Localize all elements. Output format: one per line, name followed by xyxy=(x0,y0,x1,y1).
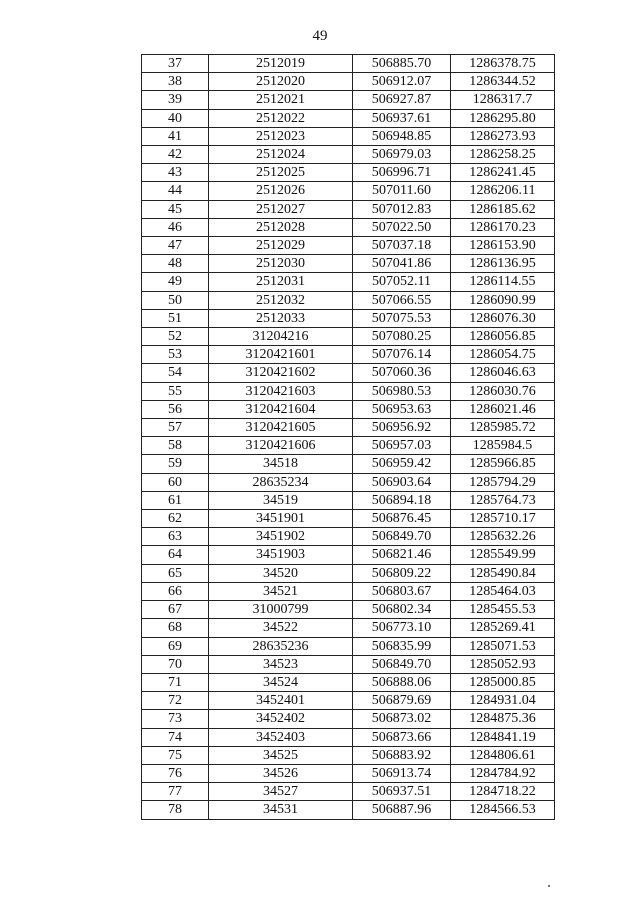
x-coordinate-cell: 507075.53 xyxy=(353,309,451,327)
point-id-cell: 2512028 xyxy=(209,218,353,236)
x-coordinate-cell: 506835.99 xyxy=(353,637,451,655)
x-coordinate-cell: 507080.25 xyxy=(353,328,451,346)
row-index-cell: 63 xyxy=(142,528,209,546)
y-coordinate-cell: 1284931.04 xyxy=(451,692,555,710)
point-id-cell: 2512023 xyxy=(209,127,353,145)
point-id-cell: 2512019 xyxy=(209,55,353,73)
x-coordinate-cell: 506937.61 xyxy=(353,109,451,127)
row-index-cell: 56 xyxy=(142,400,209,418)
y-coordinate-cell: 1285985.72 xyxy=(451,419,555,437)
table-row xyxy=(142,273,555,291)
row-index-cell: 55 xyxy=(142,382,209,400)
x-coordinate-cell: 506912.07 xyxy=(353,73,451,91)
row-index-cell: 49 xyxy=(142,273,209,291)
x-coordinate-cell: 506996.71 xyxy=(353,164,451,182)
row-index-cell: 41 xyxy=(142,127,209,145)
table-body xyxy=(142,55,555,820)
y-coordinate-cell: 1286295.80 xyxy=(451,109,555,127)
point-id-cell: 34524 xyxy=(209,673,353,691)
row-index-cell: 38 xyxy=(142,73,209,91)
point-id-cell: 34525 xyxy=(209,746,353,764)
x-coordinate-cell: 506903.64 xyxy=(353,473,451,491)
y-coordinate-cell: 1286090.99 xyxy=(451,291,555,309)
row-index-cell: 71 xyxy=(142,673,209,691)
table-row xyxy=(142,164,555,182)
y-coordinate-cell: 1286170.23 xyxy=(451,218,555,236)
table-row xyxy=(142,710,555,728)
table-row xyxy=(142,109,555,127)
point-id-cell: 3451902 xyxy=(209,528,353,546)
x-coordinate-cell: 506959.42 xyxy=(353,455,451,473)
table-row xyxy=(142,127,555,145)
table-row xyxy=(142,91,555,109)
x-coordinate-cell: 506879.69 xyxy=(353,692,451,710)
x-coordinate-cell: 506773.10 xyxy=(353,619,451,637)
point-id-cell: 34527 xyxy=(209,783,353,801)
y-coordinate-cell: 1286258.25 xyxy=(451,146,555,164)
table-row xyxy=(142,382,555,400)
x-coordinate-cell: 507041.86 xyxy=(353,255,451,273)
x-coordinate-cell: 506809.22 xyxy=(353,564,451,582)
point-id-cell: 2512024 xyxy=(209,146,353,164)
y-coordinate-cell: 1286317.7 xyxy=(451,91,555,109)
row-index-cell: 70 xyxy=(142,655,209,673)
table-row xyxy=(142,400,555,418)
table-row xyxy=(142,364,555,382)
table-row xyxy=(142,801,555,819)
point-id-cell: 34526 xyxy=(209,764,353,782)
x-coordinate-cell: 506873.66 xyxy=(353,728,451,746)
point-id-cell: 3452402 xyxy=(209,710,353,728)
row-index-cell: 67 xyxy=(142,601,209,619)
x-coordinate-cell: 506849.70 xyxy=(353,528,451,546)
point-id-cell: 3120421603 xyxy=(209,382,353,400)
y-coordinate-cell: 1285764.73 xyxy=(451,491,555,509)
row-index-cell: 69 xyxy=(142,637,209,655)
y-coordinate-cell: 1285490.84 xyxy=(451,564,555,582)
y-coordinate-cell: 1285000.85 xyxy=(451,673,555,691)
row-index-cell: 65 xyxy=(142,564,209,582)
table-row xyxy=(142,73,555,91)
point-id-cell: 2512021 xyxy=(209,91,353,109)
x-coordinate-cell: 506927.87 xyxy=(353,91,451,109)
row-index-cell: 52 xyxy=(142,328,209,346)
table-row xyxy=(142,746,555,764)
x-coordinate-cell: 506888.06 xyxy=(353,673,451,691)
table-row xyxy=(142,237,555,255)
table-row xyxy=(142,728,555,746)
row-index-cell: 78 xyxy=(142,801,209,819)
table-row xyxy=(142,783,555,801)
table-row xyxy=(142,528,555,546)
row-index-cell: 37 xyxy=(142,55,209,73)
point-id-cell: 34521 xyxy=(209,582,353,600)
point-id-cell: 3451903 xyxy=(209,546,353,564)
x-coordinate-cell: 506885.70 xyxy=(353,55,451,73)
table-row xyxy=(142,764,555,782)
table-row xyxy=(142,218,555,236)
y-coordinate-cell: 1285710.17 xyxy=(451,510,555,528)
x-coordinate-cell: 506956.92 xyxy=(353,419,451,437)
table-row xyxy=(142,619,555,637)
x-coordinate-cell: 506802.34 xyxy=(353,601,451,619)
table-row xyxy=(142,692,555,710)
table-row xyxy=(142,546,555,564)
point-id-cell: 34522 xyxy=(209,619,353,637)
row-index-cell: 72 xyxy=(142,692,209,710)
table-row xyxy=(142,437,555,455)
row-index-cell: 50 xyxy=(142,291,209,309)
row-index-cell: 48 xyxy=(142,255,209,273)
point-id-cell: 34519 xyxy=(209,491,353,509)
point-id-cell: 34518 xyxy=(209,455,353,473)
page-number: 49 xyxy=(312,28,328,44)
y-coordinate-cell: 1285794.29 xyxy=(451,473,555,491)
table-row xyxy=(142,673,555,691)
table-row xyxy=(142,601,555,619)
table-row xyxy=(142,55,555,73)
y-coordinate-cell: 1285455.53 xyxy=(451,601,555,619)
table-row xyxy=(142,455,555,473)
point-id-cell: 3120421601 xyxy=(209,346,353,364)
x-coordinate-cell: 506937.51 xyxy=(353,783,451,801)
x-coordinate-cell: 507076.14 xyxy=(353,346,451,364)
x-coordinate-cell: 507037.18 xyxy=(353,237,451,255)
point-id-cell: 34523 xyxy=(209,655,353,673)
point-id-cell: 2512022 xyxy=(209,109,353,127)
x-coordinate-cell: 507060.36 xyxy=(353,364,451,382)
row-index-cell: 60 xyxy=(142,473,209,491)
x-coordinate-cell: 506948.85 xyxy=(353,127,451,145)
table-row xyxy=(142,582,555,600)
point-id-cell: 2512032 xyxy=(209,291,353,309)
y-coordinate-cell: 1284875.36 xyxy=(451,710,555,728)
point-id-cell: 2512026 xyxy=(209,182,353,200)
x-coordinate-cell: 506979.03 xyxy=(353,146,451,164)
table-row xyxy=(142,637,555,655)
row-index-cell: 45 xyxy=(142,200,209,218)
y-coordinate-cell: 1286114.55 xyxy=(451,273,555,291)
point-id-cell: 2512030 xyxy=(209,255,353,273)
table-row xyxy=(142,564,555,582)
coordinates-table xyxy=(141,54,555,820)
point-id-cell: 28635234 xyxy=(209,473,353,491)
point-id-cell: 31204216 xyxy=(209,328,353,346)
y-coordinate-cell: 1286021.46 xyxy=(451,400,555,418)
table-row xyxy=(142,346,555,364)
y-coordinate-cell: 1284566.53 xyxy=(451,801,555,819)
point-id-cell: 3120421605 xyxy=(209,419,353,437)
point-id-cell: 2512031 xyxy=(209,273,353,291)
x-coordinate-cell: 507011.60 xyxy=(353,182,451,200)
row-index-cell: 76 xyxy=(142,764,209,782)
y-coordinate-cell: 1284806.61 xyxy=(451,746,555,764)
point-id-cell: 31000799 xyxy=(209,601,353,619)
x-coordinate-cell: 506803.67 xyxy=(353,582,451,600)
y-coordinate-cell: 1285071.53 xyxy=(451,637,555,655)
row-index-cell: 75 xyxy=(142,746,209,764)
x-coordinate-cell: 506876.45 xyxy=(353,510,451,528)
row-index-cell: 66 xyxy=(142,582,209,600)
row-index-cell: 64 xyxy=(142,546,209,564)
y-coordinate-cell: 1286344.52 xyxy=(451,73,555,91)
y-coordinate-cell: 1285549.99 xyxy=(451,546,555,564)
y-coordinate-cell: 1284784.92 xyxy=(451,764,555,782)
point-id-cell: 2512027 xyxy=(209,200,353,218)
table-row xyxy=(142,309,555,327)
table-row xyxy=(142,291,555,309)
row-index-cell: 62 xyxy=(142,510,209,528)
x-coordinate-cell: 506873.02 xyxy=(353,710,451,728)
table-row xyxy=(142,419,555,437)
point-id-cell: 3452401 xyxy=(209,692,353,710)
y-coordinate-cell: 1286153.90 xyxy=(451,237,555,255)
y-coordinate-cell: 1286056.85 xyxy=(451,328,555,346)
x-coordinate-cell: 507052.11 xyxy=(353,273,451,291)
y-coordinate-cell: 1286206.11 xyxy=(451,182,555,200)
x-coordinate-cell: 506894.18 xyxy=(353,491,451,509)
point-id-cell: 34520 xyxy=(209,564,353,582)
point-id-cell: 34531 xyxy=(209,801,353,819)
y-coordinate-cell: 1286076.30 xyxy=(451,309,555,327)
point-id-cell: 2512025 xyxy=(209,164,353,182)
row-index-cell: 54 xyxy=(142,364,209,382)
y-coordinate-cell: 1286185.62 xyxy=(451,200,555,218)
y-coordinate-cell: 1286046.63 xyxy=(451,364,555,382)
y-coordinate-cell: 1286136.95 xyxy=(451,255,555,273)
y-coordinate-cell: 1286030.76 xyxy=(451,382,555,400)
row-index-cell: 51 xyxy=(142,309,209,327)
row-index-cell: 53 xyxy=(142,346,209,364)
row-index-cell: 59 xyxy=(142,455,209,473)
point-id-cell: 3451901 xyxy=(209,510,353,528)
table-row xyxy=(142,655,555,673)
y-coordinate-cell: 1285966.85 xyxy=(451,455,555,473)
y-coordinate-cell: 1284718.22 xyxy=(451,783,555,801)
row-index-cell: 40 xyxy=(142,109,209,127)
x-coordinate-cell: 506849.70 xyxy=(353,655,451,673)
y-coordinate-cell: 1285632.26 xyxy=(451,528,555,546)
x-coordinate-cell: 507012.83 xyxy=(353,200,451,218)
y-coordinate-cell: 1286378.75 xyxy=(451,55,555,73)
x-coordinate-cell: 507022.50 xyxy=(353,218,451,236)
y-coordinate-cell: 1284841.19 xyxy=(451,728,555,746)
row-index-cell: 73 xyxy=(142,710,209,728)
row-index-cell: 58 xyxy=(142,437,209,455)
table-row xyxy=(142,182,555,200)
y-coordinate-cell: 1286241.45 xyxy=(451,164,555,182)
row-index-cell: 42 xyxy=(142,146,209,164)
x-coordinate-cell: 506821.46 xyxy=(353,546,451,564)
y-coordinate-cell: 1286054.75 xyxy=(451,346,555,364)
row-index-cell: 43 xyxy=(142,164,209,182)
row-index-cell: 57 xyxy=(142,419,209,437)
x-coordinate-cell: 506887.96 xyxy=(353,801,451,819)
row-index-cell: 74 xyxy=(142,728,209,746)
table-row xyxy=(142,146,555,164)
x-coordinate-cell: 506883.92 xyxy=(353,746,451,764)
point-id-cell: 2512029 xyxy=(209,237,353,255)
point-id-cell: 2512033 xyxy=(209,309,353,327)
point-id-cell: 2512020 xyxy=(209,73,353,91)
point-id-cell: 3452403 xyxy=(209,728,353,746)
y-coordinate-cell: 1285269.41 xyxy=(451,619,555,637)
scan-speck xyxy=(548,885,550,887)
row-index-cell: 39 xyxy=(142,91,209,109)
table-row xyxy=(142,510,555,528)
row-index-cell: 77 xyxy=(142,783,209,801)
row-index-cell: 47 xyxy=(142,237,209,255)
table-row xyxy=(142,200,555,218)
point-id-cell: 3120421606 xyxy=(209,437,353,455)
point-id-cell: 28635236 xyxy=(209,637,353,655)
point-id-cell: 3120421604 xyxy=(209,400,353,418)
point-id-cell: 3120421602 xyxy=(209,364,353,382)
table-row xyxy=(142,491,555,509)
y-coordinate-cell: 1285464.03 xyxy=(451,582,555,600)
table-row xyxy=(142,473,555,491)
y-coordinate-cell: 1285984.5 xyxy=(451,437,555,455)
row-index-cell: 68 xyxy=(142,619,209,637)
x-coordinate-cell: 507066.55 xyxy=(353,291,451,309)
table-row xyxy=(142,328,555,346)
x-coordinate-cell: 506953.63 xyxy=(353,400,451,418)
x-coordinate-cell: 506913.74 xyxy=(353,764,451,782)
row-index-cell: 44 xyxy=(142,182,209,200)
x-coordinate-cell: 506957.03 xyxy=(353,437,451,455)
row-index-cell: 46 xyxy=(142,218,209,236)
row-index-cell: 61 xyxy=(142,491,209,509)
y-coordinate-cell: 1286273.93 xyxy=(451,127,555,145)
table-row xyxy=(142,255,555,273)
y-coordinate-cell: 1285052.93 xyxy=(451,655,555,673)
x-coordinate-cell: 506980.53 xyxy=(353,382,451,400)
